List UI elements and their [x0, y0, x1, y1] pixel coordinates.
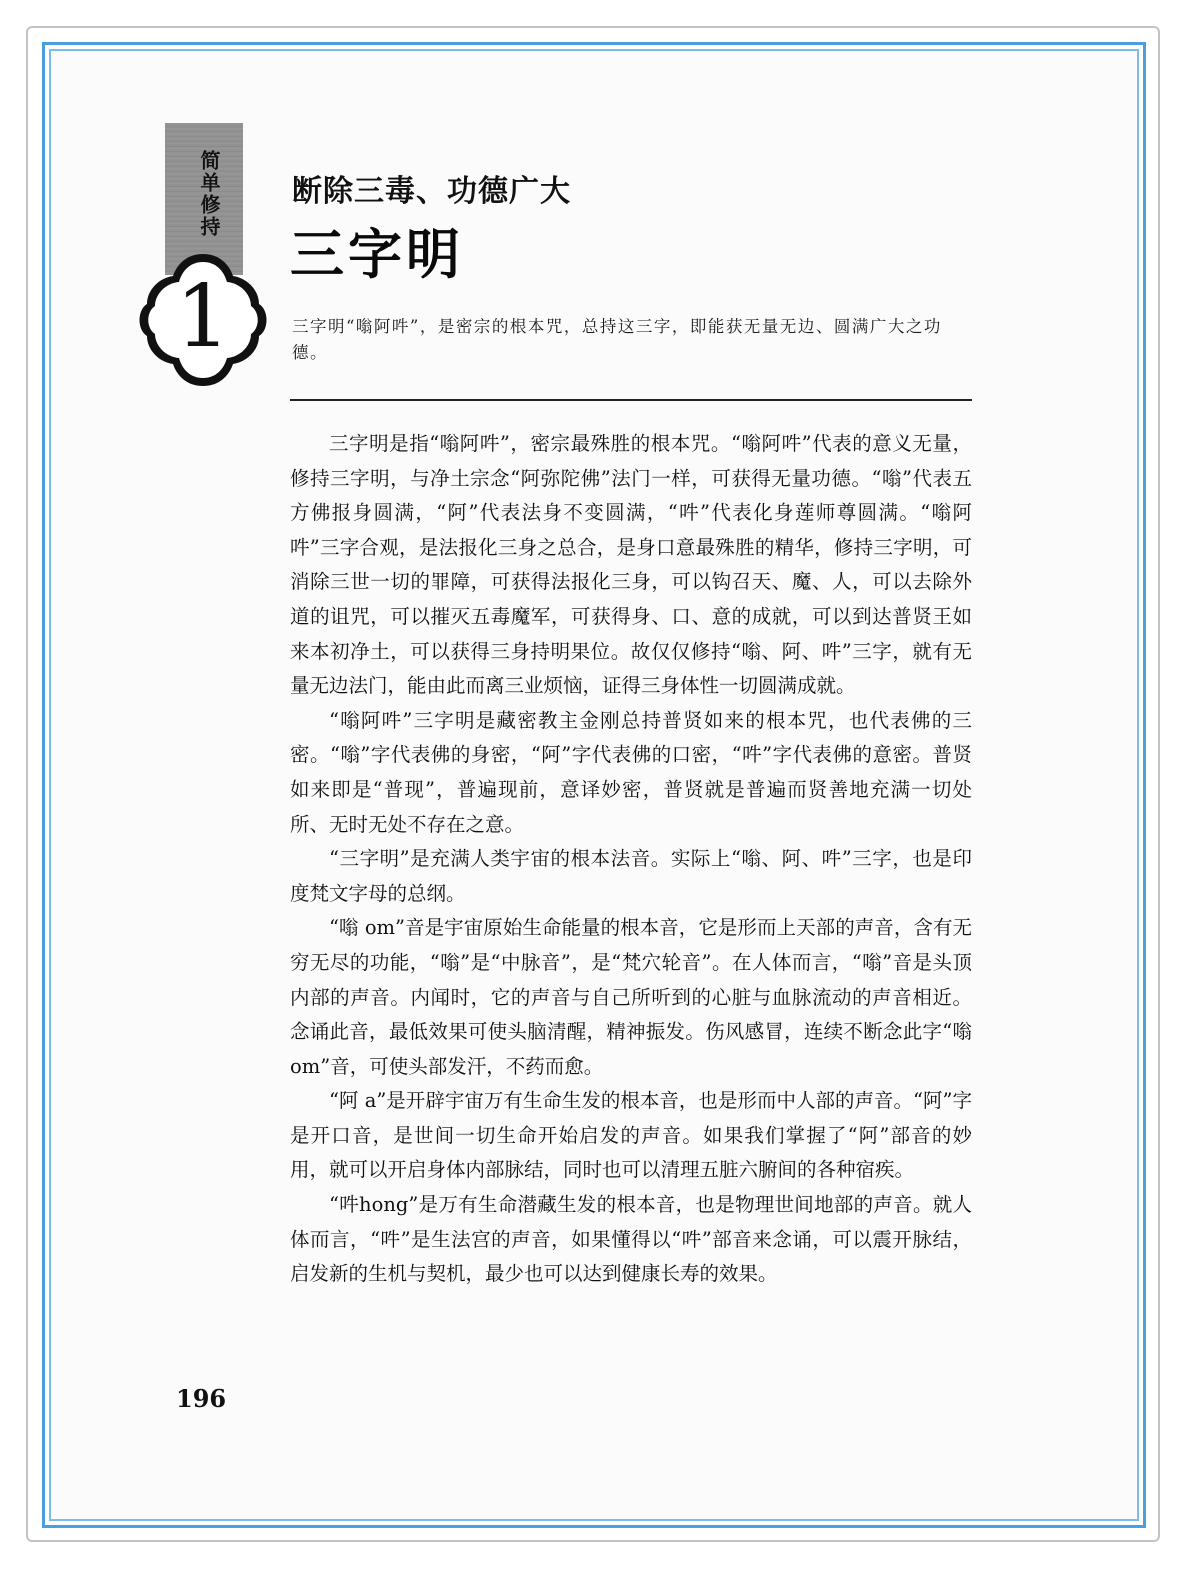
- paragraph: “吽hong”是万有生命潜藏生发的根本音，也是物理世间地部的声音。就人体而言，“吽”是生法宫的声音，如果懂得以“吽”部音来念诵，可以震开脉结，启发新的生机与契机，最少也可以达到健康长寿的效果。: [290, 1193, 972, 1286]
- page-number: 196: [176, 1384, 227, 1413]
- body-text: [290, 427, 972, 1292]
- chapter-number: 1: [175, 267, 231, 367]
- section-title: 三字明: [290, 223, 464, 286]
- paragraph: “嗡 om”音是宇宙原始生命能量的根本音，它是形而上天部的声音，含有无穷无尽的功能，“嗡”是“中脉音”，是“梵穴轮音”。在人体而言，“嗡”音是头顶内部的声音。内闻时，它的声音与自己所听到的心脏与血脉流动的声音相近。念诵此音，最低效果可使头脑清醒，精神振发。伤风感冒，连续不断念此字“嗡 om”音，可使头部发汗，不药而愈。: [290, 916, 972, 1078]
- divider: [290, 399, 972, 401]
- side-tab-label: 简单修持: [197, 150, 221, 238]
- intro-text: 三字明“嗡阿吽”，是密宗的根本咒，总持这三字，即能获无量无边、圆满广大之功德。: [292, 317, 942, 362]
- paragraph: “阿 a”是开辟宇宙万有生命生发的根本音，也是形而中人部的声音。“阿”字是开口音，是世间一切生命开始启发的声音。如果我们掌握了“阿”部音的妙用，就可以开启身体内部脉结，同时也可以清理五脏六腑间的各种宿疾。: [290, 1089, 972, 1182]
- paragraph: “三字明”是充满人类宇宙的根本法音。实际上“嗡、阿、吽”三字，也是印度梵文字母的总纲。: [290, 847, 972, 905]
- paragraph: “嗡阿吽”三字明是藏密教主金刚总持普贤如来的根本咒，也代表佛的三密。“嗡”字代表佛的身密，“阿”字代表佛的口密，“吽”字代表佛的意密。普贤如来即是“普现”，普遍现前，意译妙密，普贤就是普遍而贤善地充满一切处所、无时无处不存在之意。: [290, 708, 972, 836]
- paragraph: 三字明是指“嗡阿吽”，密宗最殊胜的根本咒。“嗡阿吽”代表的意义无量，修持三字明，与净土宗念“阿弥陀佛”法门一样，可获得无量功德。“嗡”代表五方佛报身圆满，“阿”代表法身不变圆满，“吽”代表化身莲师尊圆满。“嗡阿吽”三字合观，是法报化三身之总合，是身口意最殊胜的精华，修持三字明，可消除三世一切的罪障，可获得法报化三身，可以钩召天、魔、人，可以去除外道的诅咒，可以摧灭五毒魔军，可获得身、口、意的成就，可以到达普贤王如来本初净土，可以获得三身持明果位。故仅仅修持“嗡、阿、吽”三字，就有无量无边法门，能由此而离三业烦恼，证得三身体性一切圆满成就。: [290, 432, 972, 698]
- section-subtitle: 断除三毒、功德广大: [292, 174, 571, 209]
